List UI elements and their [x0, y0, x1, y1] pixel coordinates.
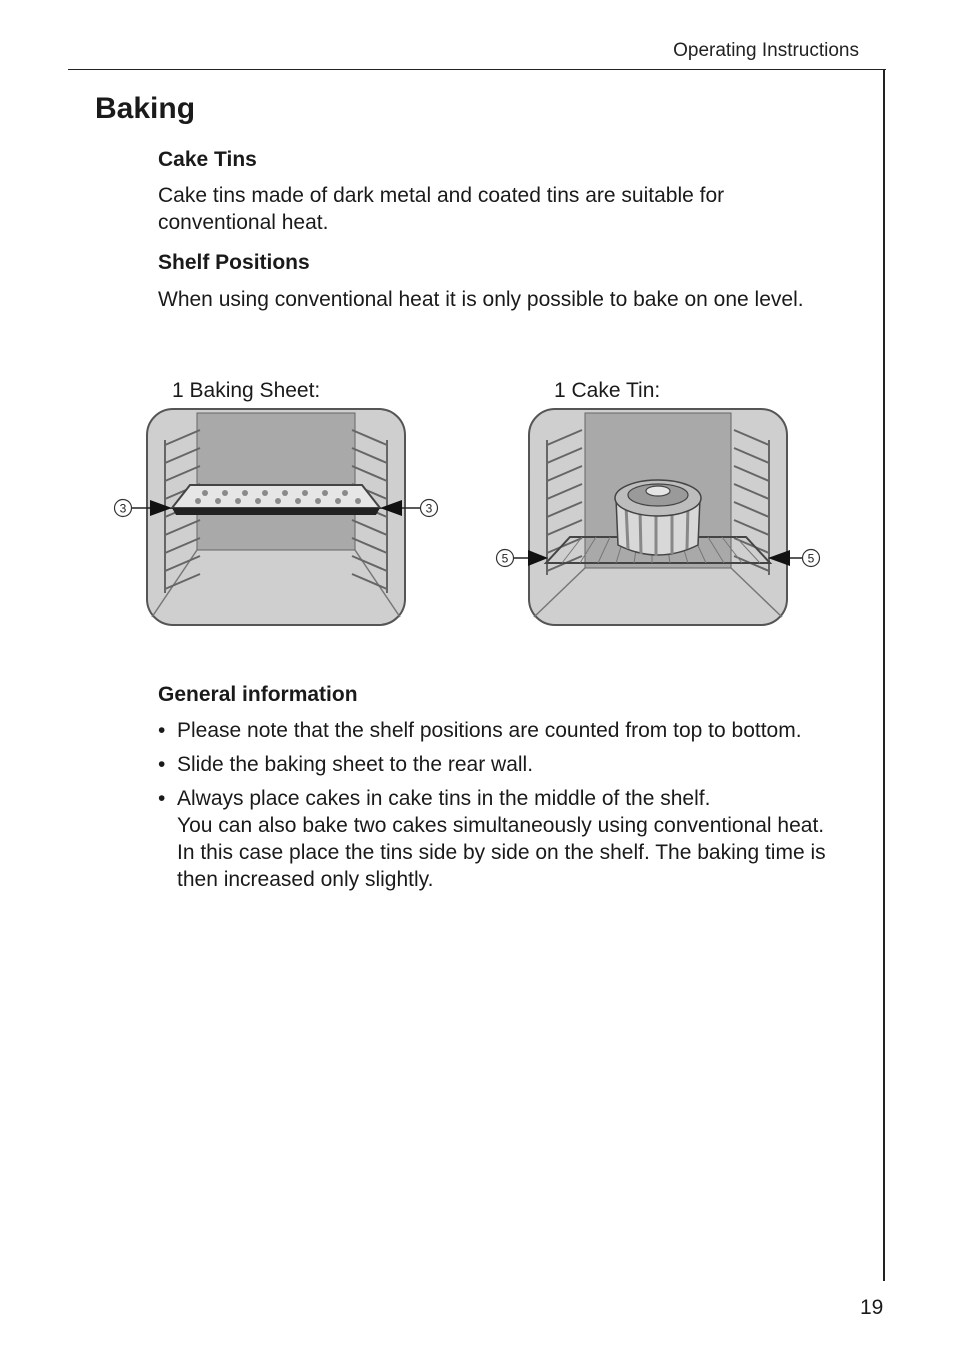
cake-tin [615, 480, 701, 556]
baking-sheet-edge [172, 508, 380, 515]
list-item-text: Please note that the shelf positions are counted from top to bottom. [177, 719, 802, 742]
shelf-marker-right-label: 3 [425, 501, 433, 516]
list-item-text: Slide the baking sheet to the rear wall. [177, 753, 534, 776]
general-information-heading: General information [158, 683, 358, 706]
list-item-text-line1: Always place cakes in cake tins in the middle of the shelf. [177, 787, 711, 810]
cake-tins-text-line1: Cake tins made of dark metal and coated tins are suitable for [158, 184, 725, 207]
cake-tins-text [158, 182, 858, 236]
list-item-text-line4: then increased only slightly. [177, 868, 434, 891]
list-item [158, 717, 868, 744]
list-item [158, 785, 868, 893]
bullet-symbol: • [158, 753, 166, 776]
bullet-symbol: • [158, 719, 166, 742]
side-rule [883, 69, 885, 1281]
cake-tins-heading: Cake Tins [158, 148, 257, 171]
baking-sheet [172, 485, 380, 508]
figure-1-caption-line1: 1 Baking Sheet: [172, 379, 321, 402]
shelf-marker-left-label: 3 [119, 501, 127, 516]
figure-2-caption-line1: 1 Cake Tin: [554, 379, 661, 402]
oven-back-wall [197, 413, 355, 550]
list-item [158, 751, 868, 778]
oven-illustration-baking-sheet [110, 405, 450, 630]
oven-illustration-cake-tin [492, 405, 832, 630]
page-number: 19 [860, 1296, 884, 1319]
list-item-text-line2: You can also bake two cakes simultaneously using conventional heat. [177, 814, 825, 837]
shelf-positions-heading: Shelf Positions [158, 251, 310, 274]
list-item-text-line3: In this case place the tins side by side on the shelf. The baking time is [177, 841, 826, 864]
shelf-marker-right-label: 5 [807, 551, 815, 566]
header-rule [68, 69, 886, 70]
shelf-positions-text: When using conventional heat it is only possible to bake on one level. [158, 288, 804, 311]
running-header: Operating Instructions [673, 40, 859, 61]
page-title: Baking [95, 92, 196, 125]
bullet-symbol: • [158, 787, 166, 810]
shelf-marker-left-label: 5 [501, 551, 509, 566]
general-information-list [158, 717, 868, 900]
cake-tins-text-line2: conventional heat. [158, 211, 329, 234]
